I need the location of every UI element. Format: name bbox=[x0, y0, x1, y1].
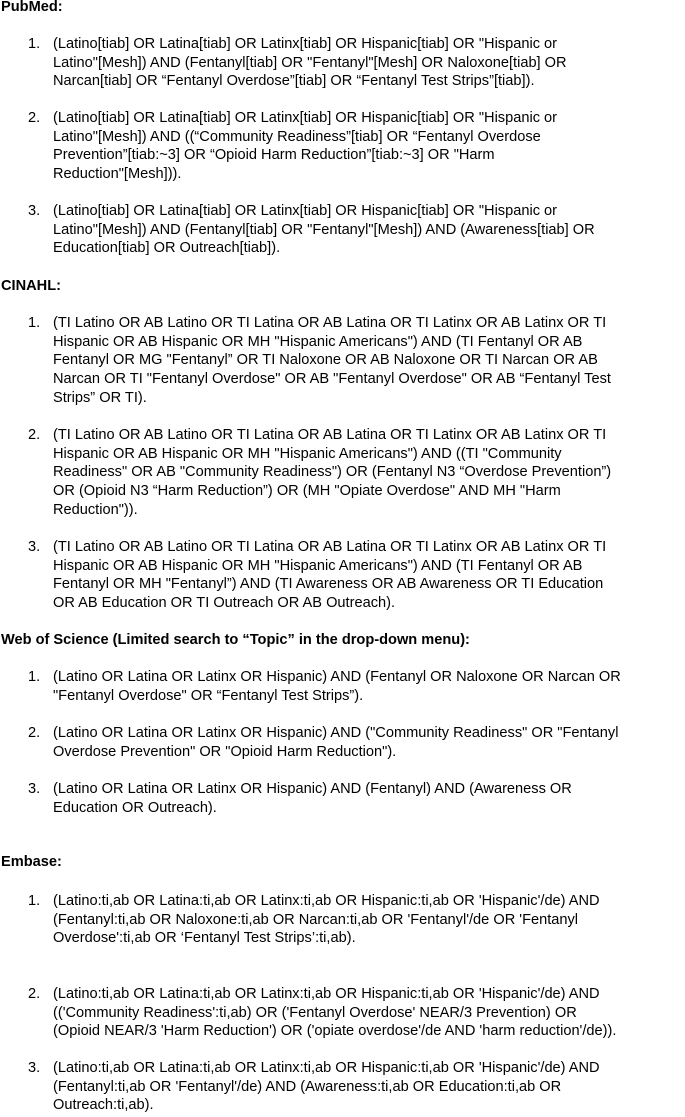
query-line: (Latino OR Latina OR Latinx OR Hispanic) AND (Fentanyl OR Naloxone OR Narcan OR bbox=[53, 669, 621, 685]
query-text bbox=[53, 668, 685, 705]
list-number: 2. bbox=[28, 427, 41, 443]
query-line: Education OR Outreach). bbox=[53, 799, 217, 816]
query-text bbox=[53, 724, 685, 761]
query-text bbox=[53, 1059, 685, 1115]
list-number: 1. bbox=[28, 669, 41, 685]
query-line: Strips” OR TI). bbox=[53, 389, 147, 406]
query-line: (('Community Readiness':ti,ab) OR ('Fentanyl Overdose' NEAR/3 Prevention) OR bbox=[53, 1004, 577, 1021]
query-line: Latino"[Mesh]) AND (Fentanyl[tiab] OR "Fentanyl"[Mesh]) AND (Awareness[tiab] OR bbox=[53, 221, 595, 238]
query-text bbox=[53, 109, 685, 184]
query-line: Prevention”[tiab:~3] OR “Opioid Harm Reduction”[tiab:~3] OR "Harm bbox=[53, 147, 495, 164]
list-number: 2. bbox=[28, 986, 41, 1002]
query-line: Fentanyl OR MH "Fentanyl”) AND (TI Awareness OR AB Awareness OR TI Education bbox=[53, 576, 604, 593]
query-text bbox=[53, 985, 685, 1041]
query-line: (Latino OR Latina OR Latinx OR Hispanic) AND ("Community Readiness" OR "Fentanyl bbox=[53, 725, 619, 741]
query-line: Hispanic OR AB Hispanic OR MH "Hispanic Americans") AND (TI Fentanyl OR AB bbox=[53, 557, 583, 574]
query-line: (Latino:ti,ab OR Latina:ti,ab OR Latinx:ti,ab OR Hispanic:ti,ab OR 'Hispanic'/de) AND bbox=[53, 1060, 600, 1076]
list-number: 3. bbox=[28, 1060, 41, 1076]
query-line: Overdose':ti,ab OR ‘Fentanyl Test Strips’:ti,ab). bbox=[53, 930, 356, 947]
query-line: (Fentanyl:ti,ab OR 'Fentanyl'/de) AND (Awareness:ti,ab OR Education:ti,ab OR bbox=[53, 1078, 562, 1095]
query-line: Hispanic OR AB Hispanic OR MH "Hispanic Americans") AND (TI Fentanyl OR AB bbox=[53, 333, 583, 350]
query-line: Latino"[Mesh]) AND (Fentanyl[tiab] OR "Fentanyl"[Mesh] OR Naloxone[tiab] OR bbox=[53, 54, 567, 71]
query-text bbox=[53, 780, 685, 817]
query-line: (TI Latino OR AB Latino OR TI Latina OR AB Latina OR TI Latinx OR AB Latinx OR TI bbox=[53, 539, 607, 555]
query-line: Readiness" OR AB "Community Readiness") OR (Fentanyl N3 “Overdose Prevention”) bbox=[53, 464, 612, 481]
query-line: Fentanyl OR MG "Fentanyl” OR TI Naloxone OR AB Naloxone OR TI Narcan OR AB bbox=[53, 352, 598, 369]
query-line: (Latino:ti,ab OR Latina:ti,ab OR Latinx:ti,ab OR Hispanic:ti,ab OR 'Hispanic'/de) AND bbox=[53, 986, 600, 1002]
query-line: (Latino[tiab] OR Latina[tiab] OR Latinx[tiab] OR Hispanic[tiab] OR "Hispanic or bbox=[53, 110, 558, 126]
query-text bbox=[53, 892, 685, 948]
section-heading-pubmed: PubMed: bbox=[1, 0, 63, 15]
list-number: 3. bbox=[28, 539, 41, 555]
query-text bbox=[53, 202, 685, 258]
list-number: 1. bbox=[28, 315, 41, 331]
query-line: (Latino:ti,ab OR Latina:ti,ab OR Latinx:ti,ab OR Hispanic:ti,ab OR 'Hispanic'/de) AND bbox=[53, 893, 600, 909]
query-line: Overdose Prevention" OR "Opioid Harm Reduction"). bbox=[53, 743, 397, 760]
list-number: 3. bbox=[28, 203, 41, 219]
query-line: Reduction"[Mesh])). bbox=[53, 166, 182, 183]
query-line: (Latino[tiab] OR Latina[tiab] OR Latinx[tiab] OR Hispanic[tiab] OR "Hispanic or bbox=[53, 203, 558, 219]
query-line: (Fentanyl:ti,ab OR Naloxone:ti,ab OR Narcan:ti,ab OR 'Fentanyl'/de OR 'Fentanyl bbox=[53, 911, 579, 928]
query-line: Education[tiab] OR Outreach[tiab]). bbox=[53, 240, 281, 257]
list-number: 2. bbox=[28, 725, 41, 741]
query-line: Narcan[tiab] OR “Fentanyl Overdose”[tiab] OR “Fentanyl Test Strips”[tiab]). bbox=[53, 73, 535, 90]
query-text bbox=[53, 35, 685, 91]
query-line: (Latino[tiab] OR Latina[tiab] OR Latinx[tiab] OR Hispanic[tiab] OR "Hispanic or bbox=[53, 36, 558, 52]
query-text bbox=[53, 426, 685, 520]
query-line: (Latino OR Latina OR Latinx OR Hispanic) AND (Fentanyl) AND (Awareness OR bbox=[53, 781, 572, 797]
list-number: 1. bbox=[28, 36, 41, 52]
query-text bbox=[53, 538, 685, 613]
query-line: Outreach:ti,ab). bbox=[53, 1097, 154, 1114]
query-line: Latino"[Mesh]) AND ((“Community Readiness”[tiab] OR “Fentanyl Overdose bbox=[53, 128, 541, 145]
list-number: 3. bbox=[28, 781, 41, 797]
query-line: Hispanic OR AB Hispanic OR MH "Hispanic Americans") AND ((TI "Community bbox=[53, 445, 562, 462]
query-line: (TI Latino OR AB Latino OR TI Latina OR AB Latina OR TI Latinx OR AB Latinx OR TI bbox=[53, 427, 607, 443]
section-heading-web-of-science: Web of Science (Limited search to “Topic” in the drop-down menu): bbox=[1, 632, 470, 648]
list-number: 2. bbox=[28, 110, 41, 126]
section-heading-cinahl: CINAHL: bbox=[1, 278, 61, 294]
query-line: OR (Opioid N3 “Harm Reduction”) OR (MH "Opiate Overdose" AND MH "Harm bbox=[53, 483, 561, 500]
list-number: 1. bbox=[28, 893, 41, 909]
query-line: Narcan OR TI "Fentanyl Overdose" OR AB "Fentanyl Overdose" OR AB “Fentanyl Test bbox=[53, 371, 611, 388]
section-heading-embase: Embase: bbox=[1, 854, 62, 870]
query-text bbox=[53, 314, 685, 408]
query-line: "Fentanyl Overdose" OR “Fentanyl Test Strips”). bbox=[53, 687, 364, 704]
query-line: Reduction")). bbox=[53, 501, 138, 518]
query-line: OR AB Education OR TI Outreach OR AB Outreach). bbox=[53, 595, 396, 612]
query-line: (Opioid NEAR/3 'Harm Reduction') OR ('opiate overdose'/de AND 'harm reduction'/de)). bbox=[53, 1023, 617, 1040]
query-line: (TI Latino OR AB Latino OR TI Latina OR AB Latina OR TI Latinx OR AB Latinx OR TI bbox=[53, 315, 607, 331]
